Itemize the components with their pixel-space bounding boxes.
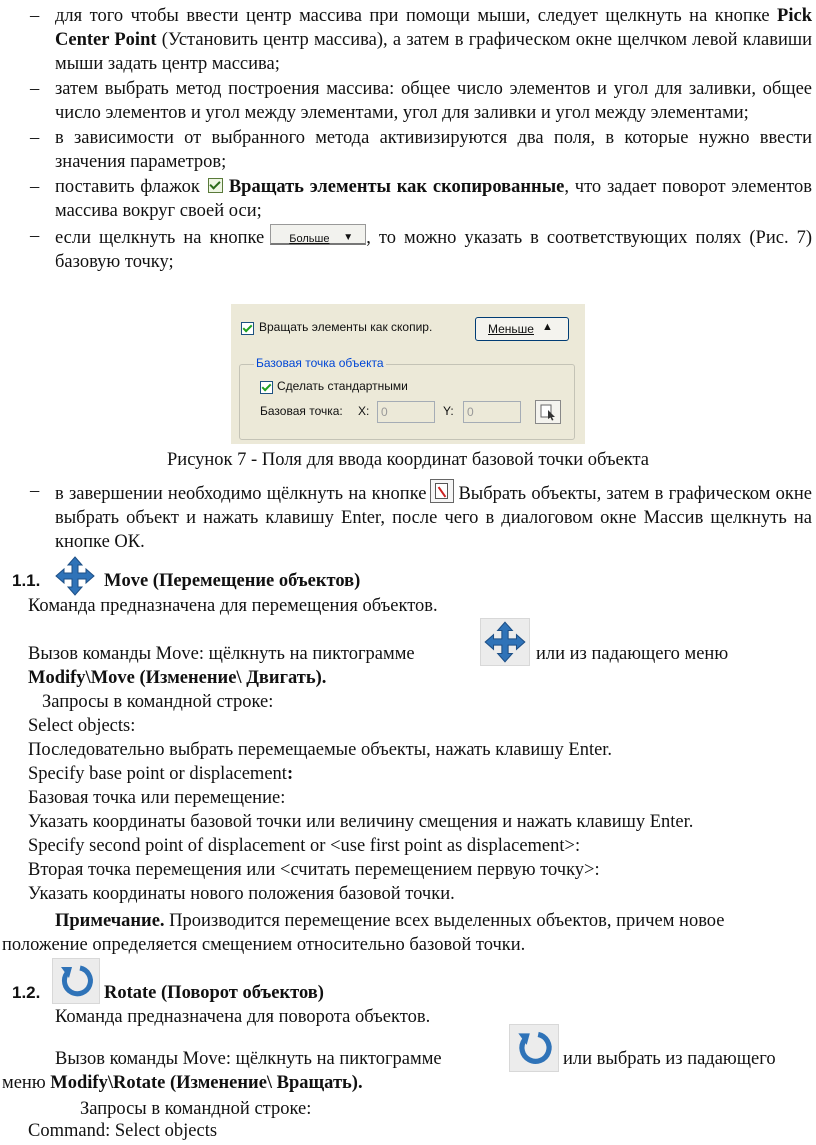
base-point-label: Базовая точка:: [260, 404, 343, 418]
list-item: [0, 126, 816, 174]
call-text: или из падающего меню: [536, 644, 729, 664]
pick-point-icon: [536, 401, 560, 423]
select-objects-icon: [430, 479, 454, 503]
command-line: Указать координаты базовой точки или величину смещения и нажать клавишу Enter.: [28, 812, 694, 832]
list-item: [0, 77, 816, 125]
bullet-dash: –: [30, 6, 40, 26]
prompts-heading: Запросы в командной строке:: [80, 1099, 312, 1119]
bullet-text: Выбрать объекты, затем в графическом окне выбрать объект и нажать клавишу Enter, после чего в диалоговом окне Массив щелкнуть на кнопке ОК.: [55, 484, 812, 552]
note-text: Производится перемещение всех выделенных объектов, причем новое: [164, 911, 725, 931]
menu-path: Modify\Move (Изменение\ Двигать).: [28, 668, 327, 688]
bullet-text: , что задает поворот элементов массива вокруг своей оси;: [55, 177, 813, 221]
y-field[interactable]: [463, 401, 521, 423]
rotate-arrow-icon: [510, 1025, 558, 1071]
y-value: 0: [467, 405, 474, 419]
prompts-heading: Запросы в командной строке:: [42, 692, 274, 712]
call-text: Вызов команды Move: щёлкнуть на пиктограмме: [55, 1049, 442, 1069]
section-number: 1.2.: [12, 983, 41, 1002]
section-number: 1.1.: [12, 571, 41, 590]
menu-word: меню: [2, 1073, 46, 1093]
note-label: Примечание.: [55, 911, 165, 931]
list-item: [0, 4, 816, 76]
command-text: Specify base point or displacement: [28, 764, 287, 784]
section-title: Rotate (Поворот объектов): [104, 983, 324, 1003]
command-line: Последовательно выбрать перемещаемые объекты, нажать клавишу Enter.: [28, 740, 613, 760]
more-button-label: Больше: [289, 233, 330, 245]
command-colon: :: [286, 764, 294, 784]
bullet-text: (Установить центр массива), а затем в графическом окне щелчком левой клавиши мыши задать центр массива;: [55, 30, 812, 74]
bullet-bold-text: Вращать элементы как скопированные: [228, 177, 565, 197]
call-text: или выбрать из падающего: [563, 1049, 776, 1069]
rotate-elements-checkbox[interactable]: [241, 322, 254, 335]
rotate-arrow-icon: [53, 959, 99, 1003]
rotate-elements-label: Вращать элементы как скопир.: [259, 320, 433, 334]
note-line: [55, 910, 725, 932]
base-point-group-title: Базовая точка объекта: [256, 356, 384, 370]
section-title: Move (Перемещение объектов): [104, 571, 361, 591]
figure-7-dialog: [231, 304, 585, 444]
move-arrows-icon: [52, 554, 98, 598]
section-description: Команда предназначена для перемещения объектов.: [28, 596, 438, 616]
command-line: Базовая точка или перемещение:: [28, 788, 286, 808]
bullet-text: , то можно указать в соответствующих полях (Рис. 7) базовую точку;: [55, 228, 812, 272]
rotate-toolbar-icon: [509, 1024, 559, 1072]
command-line: Указать координаты нового положения базовой точки.: [28, 884, 455, 904]
bullet-dash: –: [30, 177, 40, 197]
x-label: X:: [358, 404, 370, 418]
bullet-bold-text: Pick Center Point: [55, 6, 812, 50]
bullet-dash: –: [30, 481, 40, 501]
double-chevron-up-icon: ▲: [542, 321, 553, 333]
list-item: [0, 224, 816, 274]
section-description: Команда предназначена для поворота объектов.: [55, 1007, 431, 1027]
bullet-list: [0, 4, 816, 275]
bullet-text: если щелкнуть на кнопке: [55, 228, 265, 248]
bullet-text: для того чтобы ввести центр массива при помощи мыши, следует щелкнуть на кнопке: [55, 6, 778, 26]
command-line: Вторая точка перемещения или <считать перемещением первую точку>:: [28, 860, 600, 880]
less-button-label: Меньше: [488, 322, 534, 336]
bullet-text: затем выбрать метод построения массива: общее число элементов и угол для заливки, общее число элементов и угол между элементами, угол для заливки и угол между элементами;: [55, 79, 812, 123]
bullet-text: поставить флажок: [55, 177, 200, 197]
menu-path: Modify\Rotate (Изменение\ Вращать).: [50, 1073, 363, 1093]
more-button-image: [270, 224, 366, 245]
make-default-label: Сделать стандартными: [277, 379, 408, 393]
move-icon: [52, 554, 98, 598]
command-line: [28, 763, 293, 785]
bullet-text: в завершении необходимо щёлкнуть на кнопке: [55, 484, 427, 504]
make-default-checkbox[interactable]: [260, 381, 273, 394]
figure-caption: Рисунок 7 - Поля для ввода координат базовой точки объекта: [167, 450, 649, 470]
move-toolbar-icon: [480, 618, 530, 666]
list-item: [0, 175, 816, 223]
command-line: Specify second point of displacement or <use first point as displacement>:: [28, 836, 581, 856]
bullet-dash: –: [30, 226, 40, 246]
menu-line: [2, 1072, 363, 1094]
bullet-text: в зависимости от выбранного метода активизируются два поля, в которые нужно ввести значения параметров;: [55, 128, 812, 172]
x-field[interactable]: [377, 401, 435, 423]
bullet-dash: –: [30, 128, 40, 148]
pick-point-button[interactable]: [535, 400, 561, 424]
rotate-icon: [52, 958, 100, 1004]
call-text: Вызов команды Move: щёлкнуть на пиктограмме: [28, 644, 415, 664]
list-item: [0, 479, 816, 554]
move-arrows-icon: [481, 619, 529, 665]
bullet-dash: –: [30, 79, 40, 99]
double-chevron-down-icon: ▼: [343, 232, 354, 243]
note-text: положение определяется смещением относительно базовой точки.: [2, 935, 526, 955]
less-button[interactable]: [475, 317, 569, 341]
command-line: Select objects:: [28, 716, 136, 736]
x-value: 0: [381, 405, 388, 419]
checkbox-checked-icon: [208, 178, 223, 193]
command-line: Command: Select objects: [28, 1121, 218, 1141]
y-label: Y:: [443, 404, 454, 418]
